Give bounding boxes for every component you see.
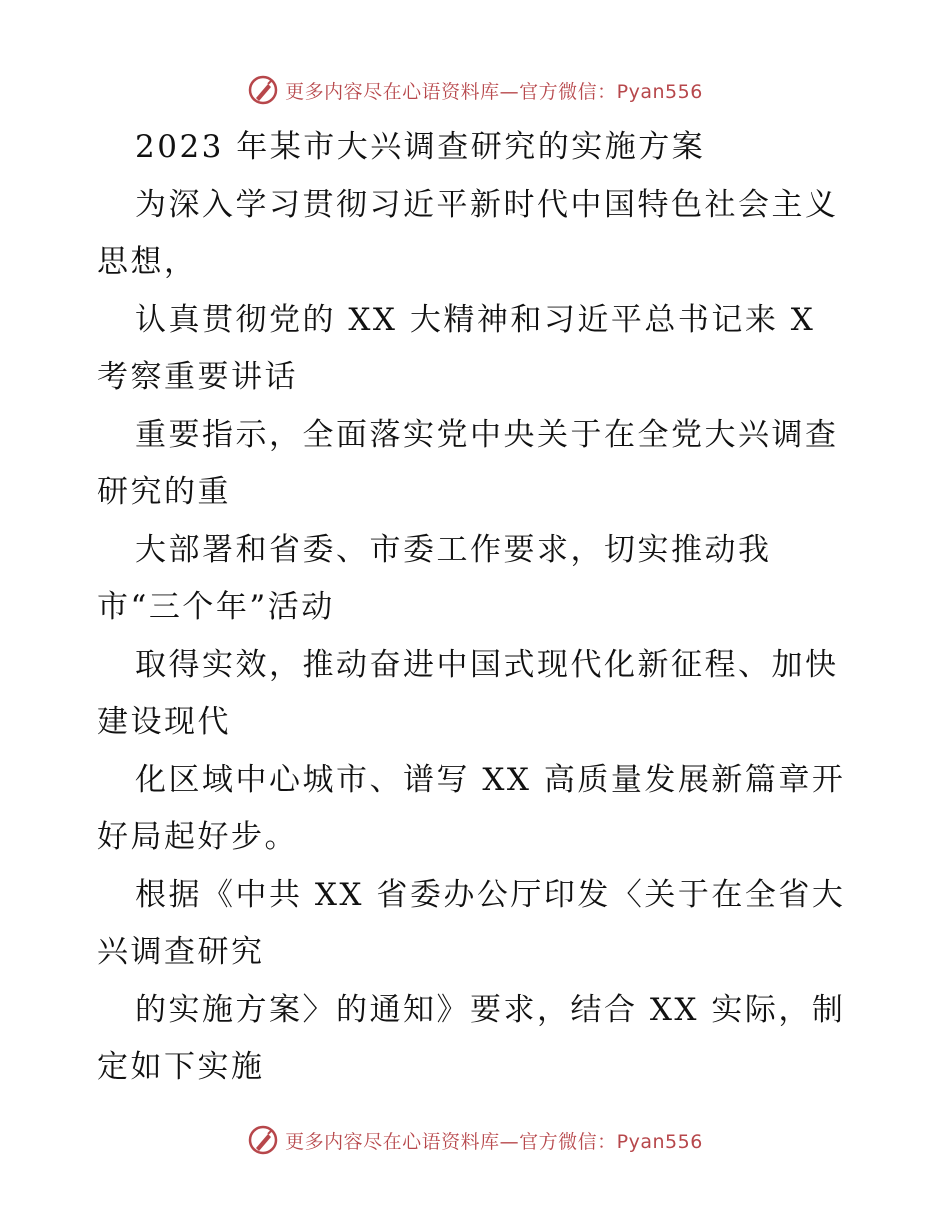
paragraph-line: 研究的重 (97, 474, 231, 510)
paragraph-line: 考察重要讲话 (97, 359, 298, 395)
paragraph-line: 化区域中心城市、谱写 XX 高质量发展新篇章开 (135, 762, 846, 798)
paragraph-line: 认真贯彻党的 XX 大精神和习近平总书记来 X (135, 302, 816, 338)
paragraph-line: 定如下实施 (97, 1049, 265, 1085)
pen-logo-icon (247, 1124, 279, 1156)
document-title: 2023 年某市大兴调查研究的实施方案 (135, 129, 706, 165)
footer-watermark-banner (0, 1120, 950, 1160)
paragraph-line: 思想， (97, 244, 198, 280)
paragraph-line: 兴调查研究 (97, 934, 265, 970)
paragraph-line: 根据《中共 XX 省委办公厅印发〈关于在全省大 (135, 877, 846, 913)
paragraph-line: 重要指示，全面落实党中央关于在全党大兴调查 (135, 417, 839, 453)
paragraph-line: 好局起好步。 (97, 819, 298, 855)
paragraph-line: 市“三个年”活动 (97, 589, 335, 625)
header-banner-text: 更多内容尽在心语资料库—官方微信：Pyan556 (285, 80, 703, 103)
paragraph-line: 为深入学习贯彻习近平新时代中国特色社会主义 (135, 187, 839, 223)
footer-banner-text: 更多内容尽在心语资料库—官方微信：Pyan556 (285, 1130, 703, 1153)
paragraph-line: 的实施方案〉的通知》要求，结合 XX 实际，制 (135, 992, 846, 1028)
paragraph-line: 大部署和省委、市委工作要求，切实推动我 (135, 532, 772, 568)
paragraph-line: 建设现代 (97, 704, 231, 740)
paragraph-line: 取得实效，推动奋进中国式现代化新征程、加快 (135, 647, 839, 683)
